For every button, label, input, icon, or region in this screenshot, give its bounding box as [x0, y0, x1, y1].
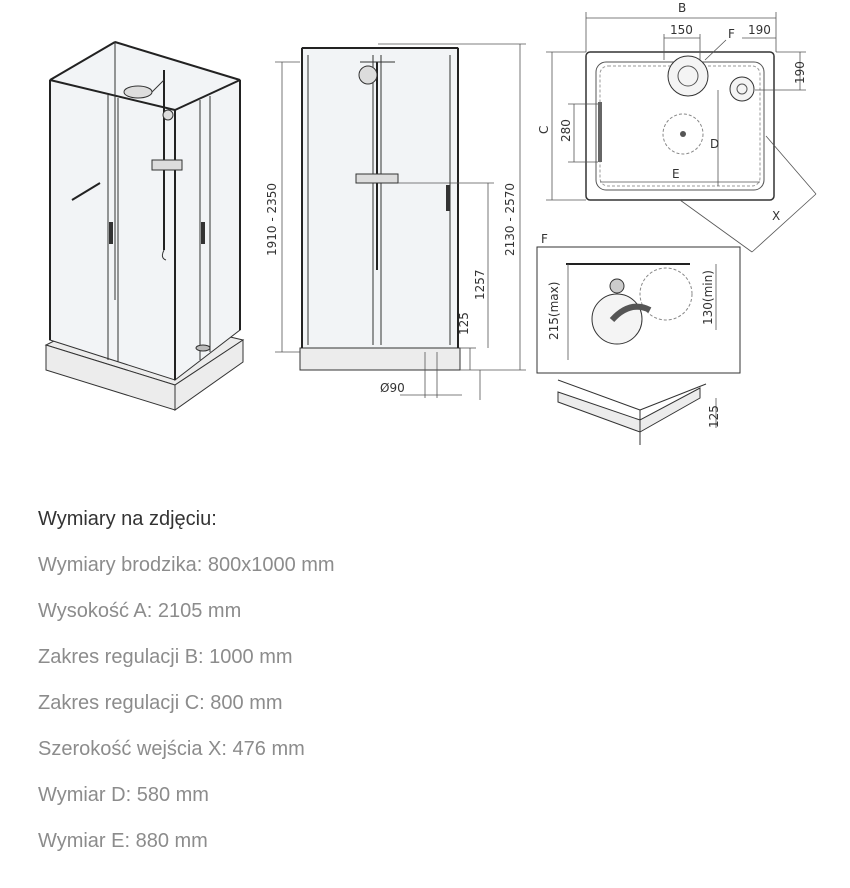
- plan-label-d: D: [710, 137, 720, 151]
- detail-dim-max: 215(max): [547, 281, 561, 340]
- front-mixer: [356, 174, 398, 183]
- tray-profile: [558, 380, 721, 445]
- plan-dim-150: 150: [670, 23, 693, 37]
- perspective-side-wall: [175, 80, 240, 380]
- plan-dim-190-side: 190: [793, 61, 807, 84]
- front-tray: [300, 348, 460, 370]
- plan-dim-280: 280: [559, 119, 573, 142]
- plan-label-e: E: [672, 167, 680, 181]
- spec-row-dim-e: Wymiar E: 880 mm: [38, 830, 208, 852]
- plan-label-f: F: [728, 27, 735, 41]
- front-glass-panel: [302, 48, 458, 348]
- plan-door-rail: [598, 102, 602, 162]
- plan-label-c: C: [537, 125, 551, 134]
- plan-label-b: B: [678, 1, 687, 15]
- height-range-1-label: 1910 - 2350: [265, 182, 279, 256]
- mixer-height-label: 1257: [473, 269, 487, 300]
- front-tray-height-label: 125: [457, 312, 471, 335]
- detail-f: [537, 232, 740, 373]
- plan-drain: [730, 77, 754, 101]
- hand-shower: [163, 110, 173, 120]
- detail-f-label: F: [541, 232, 548, 246]
- plan-view: [537, 1, 816, 252]
- spec-row-range-c: Zakres regulacji C: 800 mm: [38, 692, 283, 714]
- spec-row-dim-d: Wymiar D: 580 mm: [38, 784, 209, 806]
- plan-shower-head: [668, 56, 708, 96]
- door-handle-left: [109, 222, 113, 244]
- tray-profile-height: 125: [707, 405, 721, 428]
- front-elevation: [265, 44, 526, 400]
- spec-row-range-b: Zakres regulacji B: 1000 mm: [38, 646, 293, 668]
- front-door-handle: [446, 185, 450, 211]
- spec-row-entry-x: Szerokość wejścia X: 476 mm: [38, 738, 305, 760]
- door-handle-right: [201, 222, 205, 244]
- plan-label-x: X: [772, 209, 781, 223]
- spec-row-height-a: Wysokość A: 2105 mm: [38, 600, 242, 622]
- front-shower-head: [359, 66, 377, 84]
- thermostat-mixer: [152, 160, 182, 170]
- perspective-view: [46, 42, 243, 410]
- perspective-drain: [196, 345, 210, 351]
- height-range-2-label: 2130 - 2570: [503, 182, 517, 256]
- detail-dim-min: 130(min): [701, 270, 715, 325]
- spec-row-tray-size: Wymiary brodzika: 800x1000 mm: [38, 554, 335, 576]
- drain-diameter-label: Ø90: [380, 381, 405, 395]
- rain-shower-head: [124, 86, 152, 98]
- specs-section: [38, 507, 818, 875]
- specs-heading: Wymiary na zdjęciu:: [38, 508, 217, 530]
- plan-dim-190-top: 190: [748, 23, 771, 37]
